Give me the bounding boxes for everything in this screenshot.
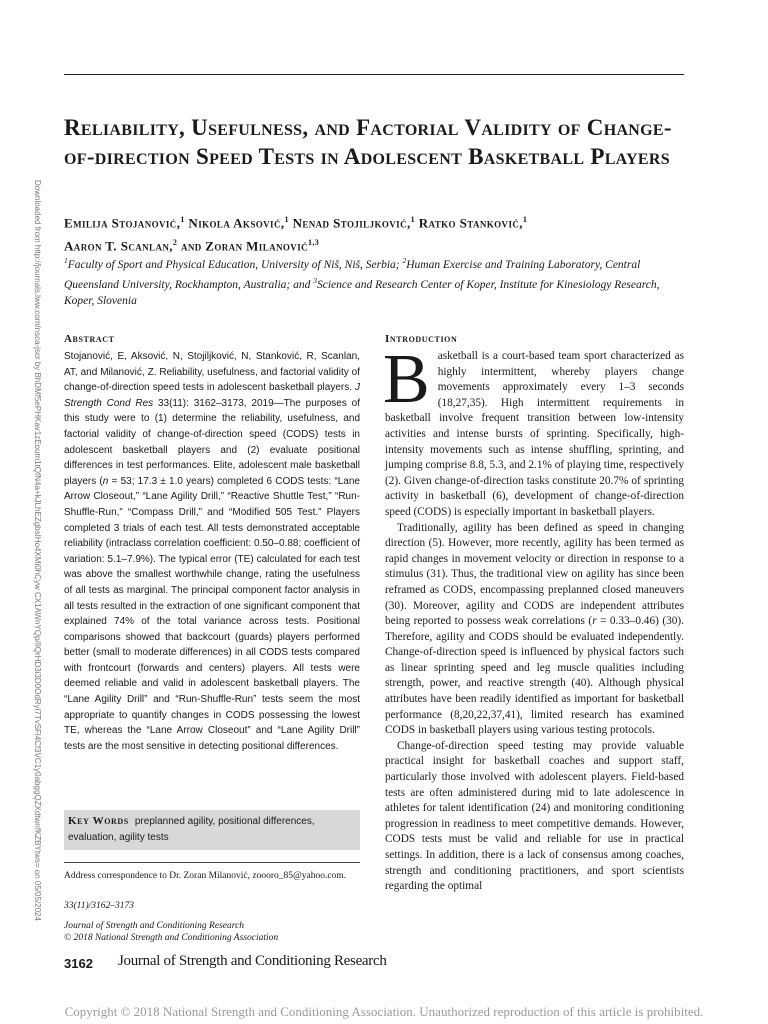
drop-cap: B — [383, 341, 430, 418]
affiliation-marker: 1,3 — [308, 238, 320, 248]
author-name: Emilija Stojanović, — [64, 215, 181, 231]
abstract-text: Stojanović, E, Aksović, N, Stojiljković, N, Stanković, R, Scanlan, AT, and Milanović, Z. Reliability, usefulness, and factorial validity of change-of-direction speed tests in adolescent basketball players. — [64, 351, 360, 394]
introduction-body — [383, 341, 684, 895]
copyright-notice: Copyright © 2018 National Strength and Conditioning Association. Unauthorized reproduction of this article is prohibited. — [64, 1004, 704, 1019]
affiliation-marker: 2 — [172, 238, 178, 248]
key-words-label: Key Words — [68, 815, 129, 827]
affiliation-text: Science and Research Center of Koper, Institute for Kinesiology Research, Koper, Slovenia — [64, 278, 660, 307]
author-list — [64, 210, 684, 257]
journal-citation: J Strength Cond Res — [64, 382, 360, 409]
paragraph — [383, 341, 684, 521]
page-number: 3162 — [64, 956, 93, 971]
author-name: Nenad Stojiljković, — [292, 215, 411, 231]
abstract-heading: Abstract — [64, 333, 115, 345]
download-note: Downloaded from http://journals.lww.com/nsca-jscr by BhDMf5ePHKav1zEoum1tQfN4a+kJLhEZgbsIHo4XMi0hCyw CX1AWnYQp/IlQrHD3i3D0OdRyi7TvSFl4Cf3VC1y0abggQZXdtwnfKZBYtws= on 05/05/2024 — [33, 180, 42, 921]
affiliation-text: Human Exercise and Training Laboratory, Central Queensland University, Rockhampton, Australia; and — [64, 258, 641, 291]
affiliations — [64, 253, 684, 309]
copyright-line: © 2018 National Strength and Conditioning Association — [64, 933, 279, 943]
affiliation-marker: 1 — [64, 256, 68, 265]
author-name: and Zoran Milanović — [180, 238, 308, 254]
abstract-body — [64, 349, 360, 754]
article-title: Reliability, Usefulness, and Factorial Validity of Change-of-direction Speed Tests in Adolescent Basketball Players — [64, 115, 672, 169]
author-name: Ratko Stanković, — [418, 215, 523, 231]
paragraph-text: asketball is a court-based team sport characterized as highly intermittent, whereby players change movements approximately every 1–3 seconds (18,27,35). High intermittent requirements in basketball involve frequent transition between low-intensity activities and intense bursts of sprinting. Specifically, high-intensity movements such as intense shuffling, sprinting, and jumping comprise 8.8, 5.3, and 2.1% of playing time, respectively (2). Given change-of-direction tasks constitute 20.7% of sprinting activity in basketball (6), development of change-of-direction speed (CODS) is especially important in basketball players. — [385, 350, 684, 518]
sample-size-symbol: n — [102, 475, 109, 487]
journal-name: Journal of Strength and Conditioning Research — [64, 921, 245, 931]
introduction-heading: Introduction — [385, 333, 458, 345]
download-watermark — [30, 180, 42, 921]
paragraph — [385, 521, 684, 739]
author-name: Aaron T. Scanlan, — [64, 238, 173, 254]
affiliation-marker: 1 — [284, 215, 289, 224]
key-words-box — [64, 810, 360, 850]
header-rule — [64, 74, 684, 75]
volume-pages: 33(11)/3162–3173 — [64, 901, 135, 911]
abstract-text: 33(11): 3162–3173, 2019—The purposes of this study were to (1) determine the reliability, usefulness, and factorial validity of change-of-direction speed (CODS) tests in adolescent basketball players and (2) evaluate positional differences in test performances. Elite, adolescent male basketball players ( — [64, 397, 360, 487]
paragraph-text: = 0.33–0.46) (30). Therefore, agility and CODS should be evaluated independently. Change-of-direction speed is influenced by physical factors such as linear sprinting speed and leg muscle qualities including strength, power, and reactive strength (40). Although physical attributes have been readily identified as important for basketball performance (8,20,22,37,41), limited research has examined CODS in basketball players using various testing protocols. — [385, 615, 684, 737]
abstract-text: = 53; 17.3 ± 1.0 years) completed 6 CODS tests: “Lane Arrow Closeout,” “Lane Agility Drill,” “Reactive Shuttle Test,” “Run-Shuffle-Run,” “Compass Drill,” and “Modified 505 Test.” Players completed 3 trials of each test. All tests demonstrated acceptable reliability (intraclass correlation coefficient: 0.50–0.88; coefficient of variation: 5.1–7.9%). The typical error (TE) calculated for each test was above the smallest worthwhile change, rating the usefulness of all tests as marginal. The principal component factor analysis in all tests resulted in the extraction of one significant component that explained 74% of the total variance across tests. Positional comparisons showed that backcourt (guards) players performed better (small to moderate differences) in all CODS tests compared with frontcourt (forwards and centers) players. All tests were deemed reliable and valid in adolescent basketball players. The “Lane Agility Drill” and “Run-Shuffle-Run” tests seem the most appropriate to quantify changes in CODS possessing the lowest TE, whereas the “Lane Arrow Closeout” and “Lane Agility Drill” tests are the most sensitive in detecting positional differences. — [64, 475, 360, 752]
affiliation-text: Faculty of Sport and Physical Education, University of Niš, Niš, Serbia; — [67, 258, 403, 271]
affiliation-marker: 3 — [313, 275, 317, 285]
affiliation-marker: 1 — [410, 215, 416, 224]
journal-footer: Journal of Strength and Conditioning Research — [118, 953, 387, 969]
footnote-rule — [64, 862, 360, 863]
affiliation-marker: 2 — [402, 256, 407, 265]
correlation-symbol: r — [592, 615, 597, 628]
paragraph-text: Traditionally, agility has been defined as speed in changing direction (5). However, more recently, agility has been termed as rapid changes in movement velocity or direction in response to a stimulus (31). Thus, the traditional view on agility has since been reframed as CODS, encompassing preplanned closed maneuvers (30). Moreover, agility and CODS are independent attributes being reported to possess weak correlations ( — [385, 521, 684, 628]
affiliation-marker: 1 — [522, 215, 528, 224]
key-words-text: preplanned agility, positional differences, evaluation, agility tests — [68, 816, 315, 843]
correspondence-address: Address correspondence to Dr. Zoran Milanović, zoooro_85@yahoo.com. — [64, 871, 347, 881]
paragraph: Change-of-direction speed testing may provide valuable practical insight for basketball coaches and support staff, particularly those involved with adolescent players. Field-based tests are often administered during mid to late adolescence in athletes for talent identification (24) and monitoring conditioning progression in readiness to meet competitive demands. However, CODS tests must be valid and reliable for use in practical settings. In addition, there is a lack of consensus among coaches, strength and conditioning practitioners, and sport scientists regarding the optimal — [385, 739, 684, 893]
affiliation-marker: 1 — [180, 215, 185, 224]
author-name: Nikola Aksović, — [188, 215, 285, 231]
